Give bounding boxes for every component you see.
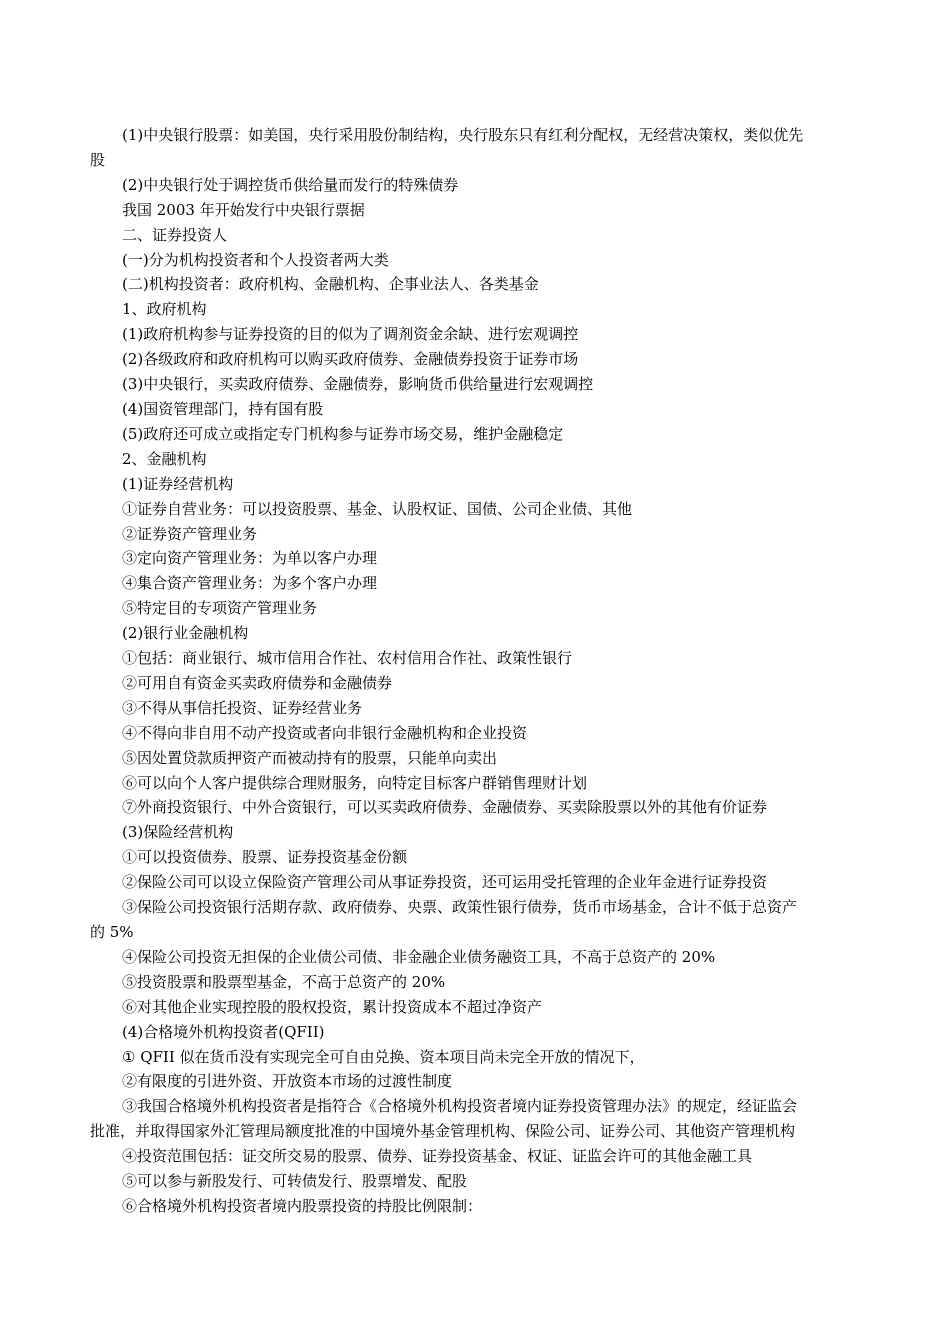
paragraph-line: 的 5%	[90, 923, 134, 941]
paragraph-line: 股	[90, 150, 106, 169]
paragraph-line: 二、证券投资人	[122, 225, 228, 244]
paragraph-line: ④投资范围包括：证交所交易的股票、债券、证券投资基金、权证、证监会许可的其他金融工具	[122, 1147, 753, 1166]
paragraph-line: ⑤因处置贷款质押资产而被动持有的股票，只能单向卖出	[122, 748, 498, 767]
paragraph-line: ⑥可以向个人客户提供综合理财服务，向特定目标客户群销售理财计划	[122, 773, 588, 792]
paragraph-line: ③不得从事信托投资、证券经营业务	[122, 698, 363, 717]
paragraph-line: ④保险公司投资无担保的企业债公司债、非金融企业债务融资工具，不高于总资产的 20%	[122, 947, 716, 966]
paragraph-line: 批准，并取得国家外汇管理局额度批准的中国境外基金管理机构、保险公司、证券公司、其他资产管理机构	[90, 1122, 796, 1141]
paragraph-line: (2)中央银行处于调控货币供给量而发行的特殊债券	[122, 175, 459, 194]
paragraph-line: ②有限度的引进外资、开放资本市场的过渡性制度	[122, 1072, 453, 1091]
paragraph-line: ⑤投资股票和股票型基金，不高于总资产的 20%	[122, 972, 446, 991]
paragraph-line: (3)中央银行，买卖政府债券、金融债券，影响货币供给量进行宏观调控	[122, 375, 594, 394]
paragraph-line: ①可以投资债券、股票、证券投资基金份额	[122, 848, 408, 867]
paragraph-line: ① QFII 似在货币没有实现完全可自由兑换、资本项目尚未完全开放的情况下，	[122, 1047, 645, 1066]
paragraph-line: ②可用自有资金买卖政府债券和金融债券	[122, 673, 393, 692]
paragraph-line: ⑦外商投资银行、中外合资银行，可以买卖政府债券、金融债券、买卖除股票以外的其他有价证券	[122, 798, 768, 817]
paragraph-line: ④集合资产管理业务：为多个客户办理	[122, 574, 378, 593]
paragraph-line: ⑥合格境外机构投资者境内股票投资的持股比例限制：	[122, 1196, 483, 1215]
paragraph-line: (2)各级政府和政府机构可以购买政府债券、金融债券投资于证券市场	[122, 350, 579, 369]
paragraph-line: (1)中央银行股票：如美国，央行采用股份制结构，央行股东只有红利分配权，无经营决策权，类似优先	[122, 126, 804, 144]
paragraph-line: ②保险公司可以设立保险资产管理公司从事证券投资，还可运用受托管理的企业年金进行证券投资	[122, 873, 768, 892]
paragraph-line: (1)证券经营机构	[122, 474, 234, 493]
paragraph-line: ③保险公司投资银行活期存款、政府债券、央票、政策性银行债券，货币市场基金，合计不低于总资产	[122, 898, 798, 917]
paragraph-line: (4)合格境外机构投资者(QFII)	[122, 1022, 325, 1041]
paragraph-line: ①包括：商业银行、城市信用合作社、农村信用合作社、政策性银行	[122, 649, 573, 668]
paragraph-line: (1)政府机构参与证券投资的目的似为了调剂资金余缺、进行宏观调控	[122, 325, 579, 344]
paragraph-line: (一)分为机构投资者和个人投资者两大类	[122, 250, 389, 269]
paragraph-line: (2)银行业金融机构	[122, 624, 249, 643]
document-page	[90, 123, 862, 1219]
paragraph-line: 我国 2003 年开始发行中央银行票据	[122, 200, 365, 219]
paragraph-line: 2、金融机构	[122, 449, 207, 468]
paragraph-line: ③我国合格境外机构投资者是指符合《合格境外机构投资者境内证券投资管理办法》的规定，经证监会	[122, 1097, 798, 1116]
paragraph-line: (3)保险经营机构	[122, 823, 234, 842]
paragraph-line: ⑤可以参与新股发行、可转债发行、股票增发、配股	[122, 1172, 468, 1191]
paragraph-line: ③定向资产管理业务：为单以客户办理	[122, 549, 378, 568]
paragraph-line: 1、政府机构	[122, 300, 207, 319]
paragraph-line: (5)政府还可成立或指定专门机构参与证券市场交易，维护金融稳定	[122, 424, 564, 443]
paragraph-line: ①证券自营业务：可以投资股票、基金、认股权证、国债、公司企业债、其他	[122, 499, 633, 518]
paragraph-line: ④不得向非自用不动产投资或者向非银行金融机构和企业投资	[122, 723, 528, 742]
paragraph-line: (4)国资管理部门，持有国有股	[122, 399, 324, 418]
paragraph-line: ⑤特定目的专项资产管理业务	[122, 599, 318, 618]
paragraph-line: ②证券资产管理业务	[122, 524, 258, 543]
paragraph-line: ⑥对其他企业实现控股的股权投资，累计投资成本不超过净资产	[122, 997, 543, 1016]
paragraph-line: (二)机构投资者：政府机构、金融机构、企事业法人、各类基金	[122, 275, 539, 294]
